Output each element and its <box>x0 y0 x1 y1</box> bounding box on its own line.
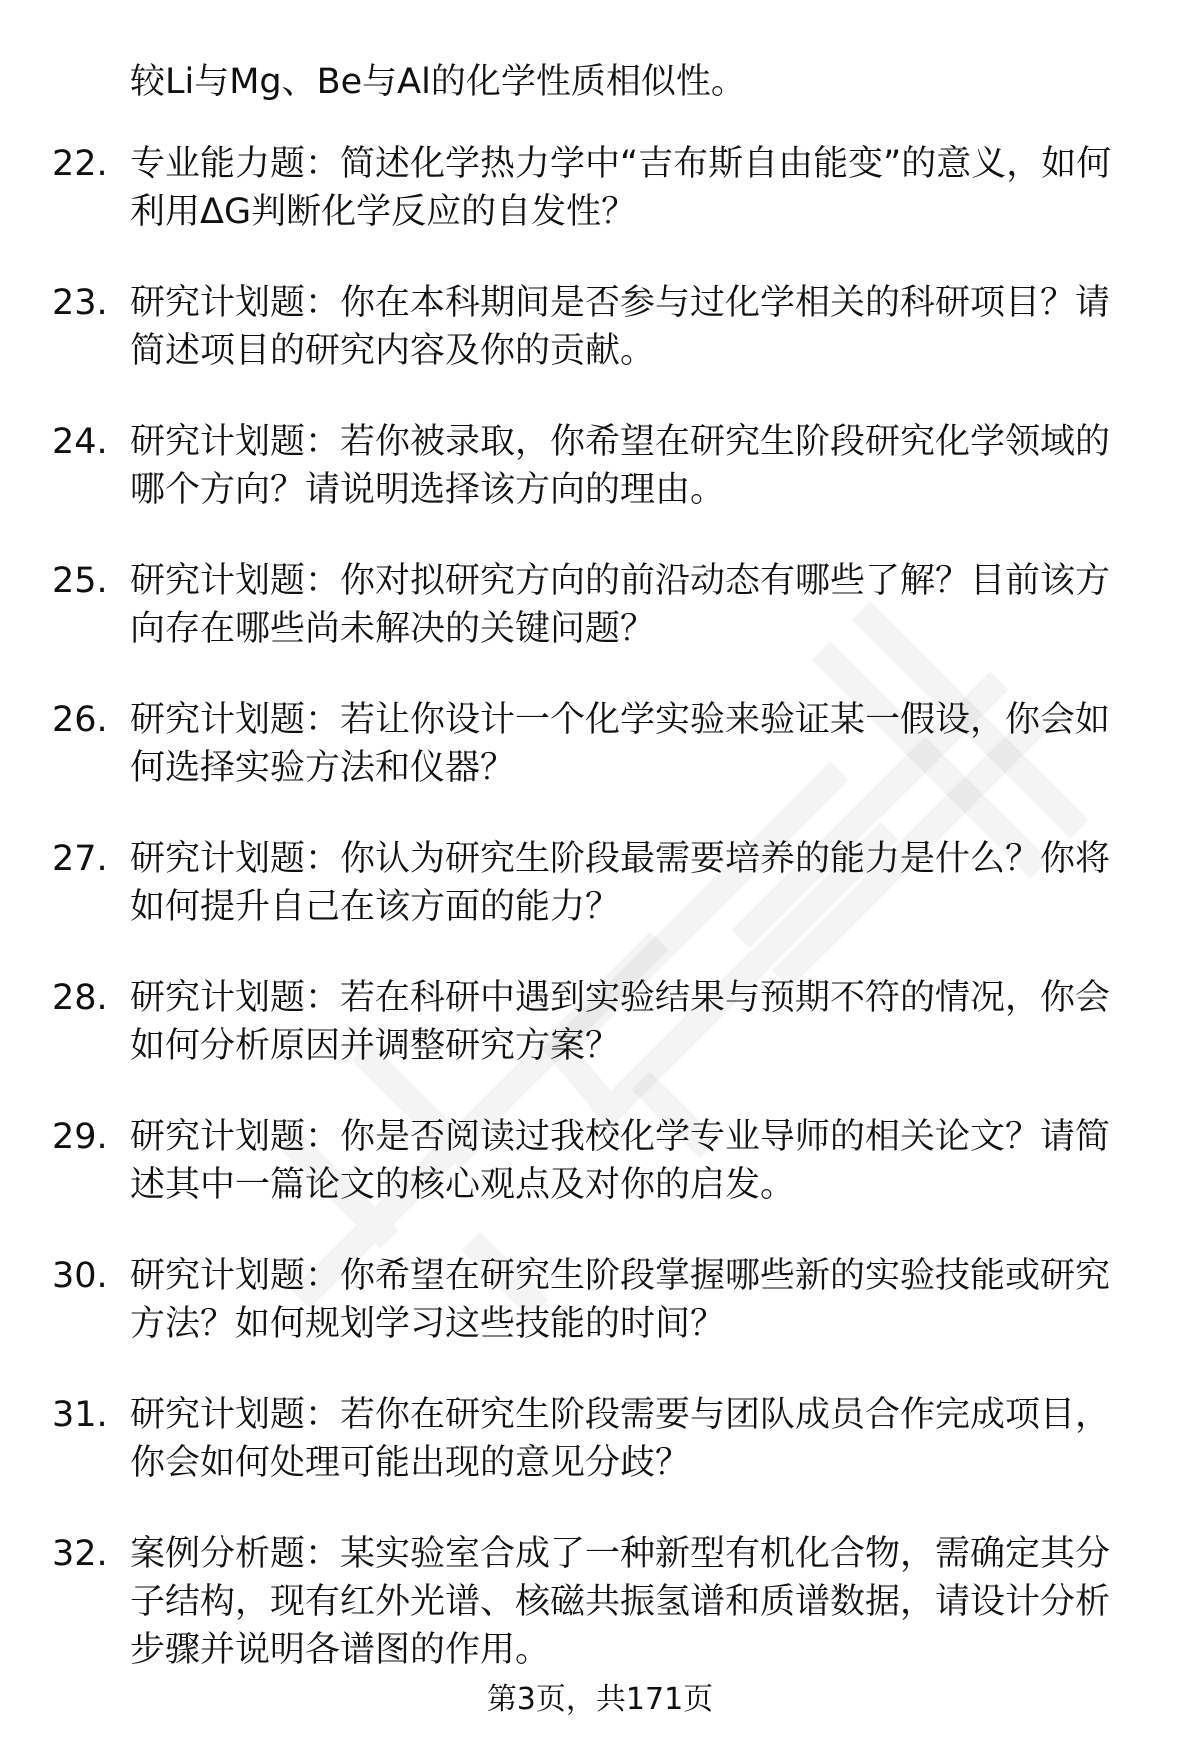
item-number: 26. <box>52 700 108 740</box>
list-item <box>0 1530 1140 1674</box>
item-number: 28. <box>52 978 108 1018</box>
page-number: 第3页，共171页 <box>486 1682 714 1717</box>
item-number: 24. <box>52 422 108 462</box>
item-text: 研究计划题：若在科研中遇到实验结果与预期不符的情况，你会如何分析原因并调整研究方案？ <box>130 978 1111 1066</box>
item-number: 31. <box>52 1395 108 1435</box>
item-number: 30. <box>52 1256 108 1296</box>
item-text: 研究计划题：若你被录取，你希望在研究生阶段研究化学领域的哪个方向？请说明选择该方向的理由。 <box>130 422 1111 510</box>
item-text: 研究计划题：若让你设计一个化学实验来验证某一假设，你会如何选择实验方法和仪器？ <box>130 700 1111 788</box>
item-number: 32. <box>52 1534 108 1574</box>
list-item <box>0 1113 1140 1209</box>
list-item <box>0 1252 1140 1348</box>
item-text: 专业能力题：简述化学热力学中“吉布斯自由能变”的意义，如何利用ΔG判断化学反应的自发性？ <box>130 144 1112 232</box>
list-item <box>0 696 1140 792</box>
item-number: 29. <box>52 1117 108 1157</box>
item-number: 22. <box>52 144 108 184</box>
list-item <box>0 1391 1140 1487</box>
item-text: 研究计划题：若你在研究生阶段需要与团队成员合作完成项目，你会如何处理可能出现的意见分歧？ <box>130 1395 1111 1483</box>
item-number: 27. <box>52 839 108 879</box>
item-text: 研究计划题：你希望在研究生阶段掌握哪些新的实验技能或研究方法？如何规划学习这些技能的时间？ <box>130 1256 1111 1344</box>
item-number: 23. <box>52 283 108 323</box>
list-item <box>0 974 1140 1070</box>
question-list <box>0 140 1200 1717</box>
list-item <box>0 835 1140 931</box>
item-text: 研究计划题：你在本科期间是否参与过化学相关的科研项目？请简述项目的研究内容及你的贡献。 <box>130 283 1111 371</box>
continuation-text: 较Li与Mg、Be与Al的化学性质相似性。 <box>130 62 746 102</box>
item-number: 25. <box>52 561 108 601</box>
list-item <box>0 418 1140 514</box>
list-item <box>0 140 1140 236</box>
list-item <box>0 557 1140 653</box>
item-text: 研究计划题：你是否阅读过我校化学专业导师的相关论文？请简述其中一篇论文的核心观点及对你的启发。 <box>130 1117 1111 1205</box>
item-text: 研究计划题：你对拟研究方向的前沿动态有哪些了解？目前该方向存在哪些尚未解决的关键问题？ <box>130 561 1111 649</box>
list-item <box>0 279 1140 375</box>
item-text: 研究计划题：你认为研究生阶段最需要培养的能力是什么？你将如何提升自己在该方面的能力？ <box>130 839 1111 927</box>
item-text: 案例分析题：某实验室合成了一种新型有机化合物，需确定其分子结构，现有红外光谱、核磁共振氢谱和质谱数据，请设计分析步骤并说明各谱图的作用。 <box>130 1534 1111 1670</box>
